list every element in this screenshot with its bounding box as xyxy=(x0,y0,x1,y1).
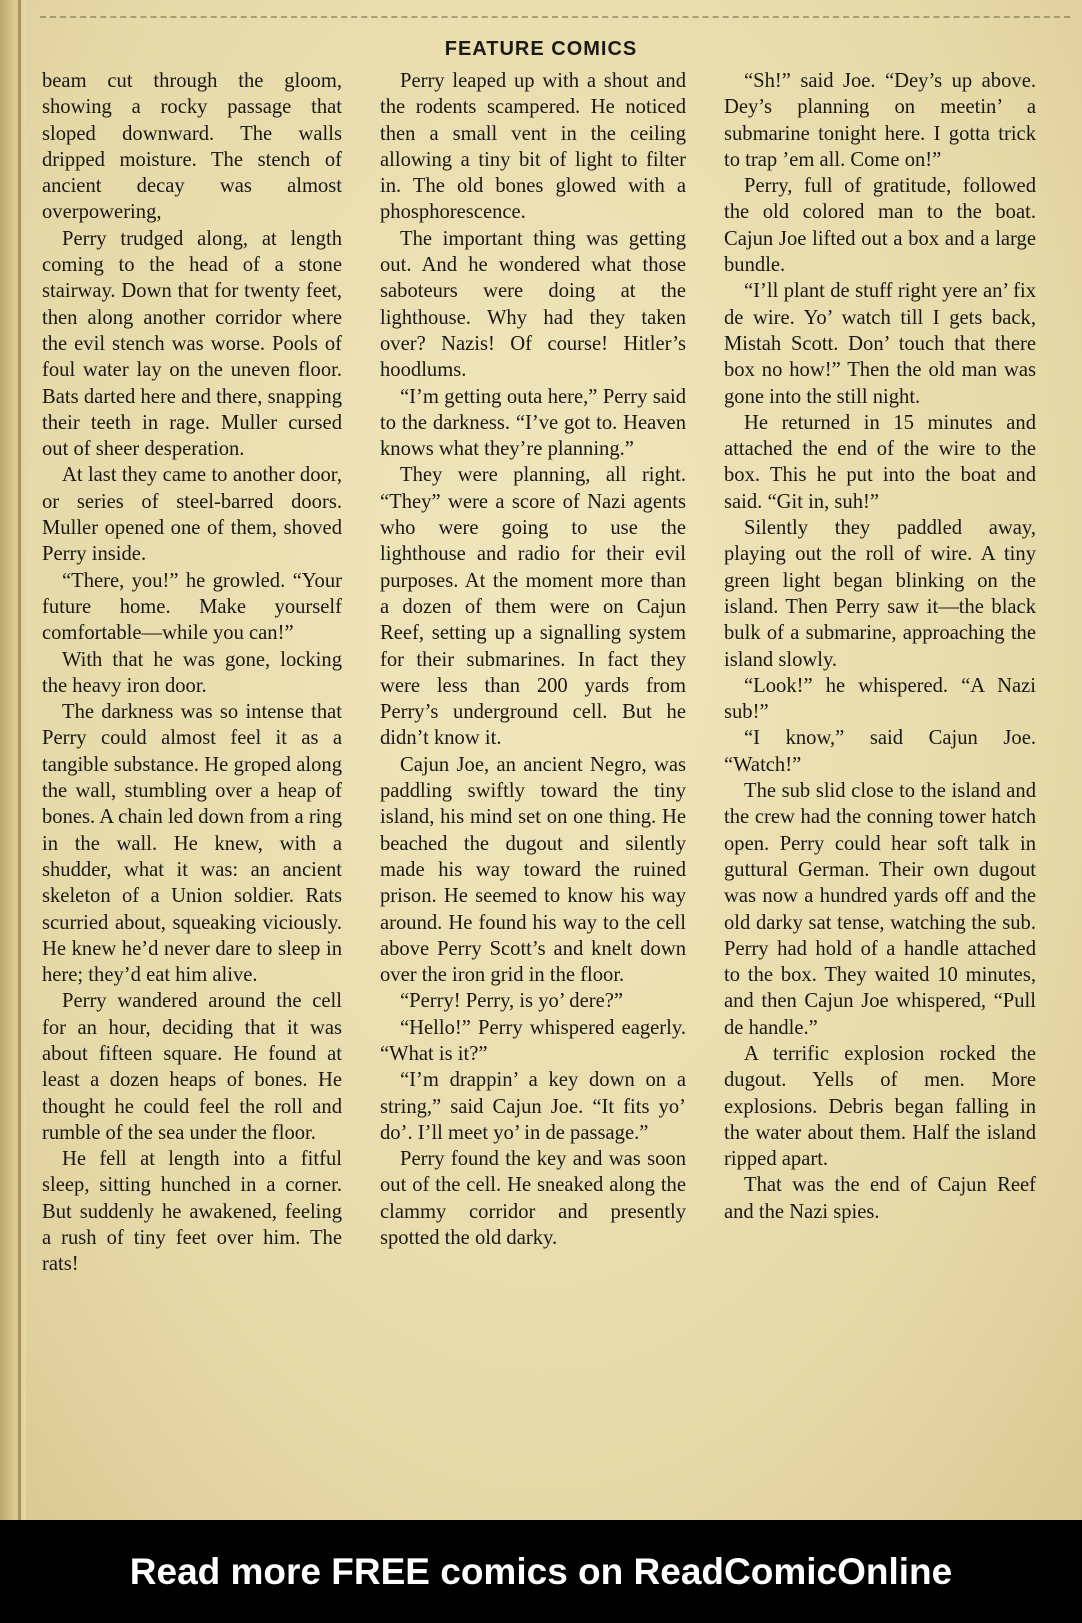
paragraph: “Perry! Perry, is yo’ dere?” xyxy=(400,990,623,1013)
paragraph: Perry trudged along, at length coming to the head of a stone stairway. Down that for twenty feet, then along another corridor where the evil stench was worse. Pools of foul water lay on the uneven floor. Bats darted here and there, snapping their teeth in rage. Muller cursed out of sheer desperation. xyxy=(42,227,342,461)
paragraph: beam cut through the gloom, showing a rocky passage that sloped downward. The walls dripped moisture. The stench of ancient decay was almost overpowering, xyxy=(42,70,342,224)
paragraph: Silently they paddled away, playing out the roll of wire. A tiny green light began blinking on the island. Then Perry saw it—the black bulk of a submarine, approaching the island slowly. xyxy=(724,517,1036,671)
text-column-3 xyxy=(724,68,1036,1225)
paragraph: He returned in 15 minutes and attached the end of the wire to the box. This he put into the boat and said. “Git in, suh!” xyxy=(724,411,1036,513)
paragraph: Perry leaped up with a shout and the rodents scampered. He noticed then a small vent in the ceiling allowing a tiny bit of light to filter in. The old bones glowed with a phosphorescence. xyxy=(380,70,686,224)
paragraph: With that he was gone, locking the heavy iron door. xyxy=(42,648,342,697)
paragraph: Cajun Joe, an ancient Negro, was paddling swiftly toward the tiny island, his mind set on one thing. He beached the dugout and silently made his way toward the ruined prison. He seemed to know his way around. He found his way to the cell above Perry Scott’s and knelt down over the iron grid in the floor. xyxy=(380,753,686,987)
paragraph: That was the end of Cajun Reef and the Nazi spies. xyxy=(724,1174,1036,1223)
paragraph: At last they came to another door, or series of steel-barred doors. Muller opened one of them, shoved Perry inside. xyxy=(42,464,342,566)
paragraph: “I know,” said Cajun Joe. “Watch!” xyxy=(724,727,1036,776)
paragraph: The important thing was getting out. And he wondered what those saboteurs were doing at the lighthouse. Why had they taken over? Nazis! Of course! Hitler’s hoodlums. xyxy=(380,227,686,382)
paragraph: Perry found the key and was soon out of the cell. He sneaked along the clammy corridor and presently spotted the old darky. xyxy=(380,1148,686,1250)
text-column-2 xyxy=(380,68,686,1251)
text-column-1 xyxy=(42,68,342,1278)
page-header-title: FEATURE COMICS xyxy=(444,38,638,60)
paragraph: “There, you!” he growled. “Your future home. Make yourself comfortable—while you can!” xyxy=(42,569,342,645)
top-border-rule xyxy=(40,16,1070,18)
paragraph: “Look!” he whispered. “A Nazi sub!” xyxy=(724,674,1036,724)
paragraph: “I’m getting outa here,” Perry said to the darkness. “I’ve got to. Heaven knows what they’re planning.” xyxy=(380,385,686,461)
paragraph: The sub slid close to the island and the crew had the conning tower hatch open. Perry could hear soft talk in guttural German. Their own dugout was now a hundred yards off and the old darky sat tense, watching the sub. Perry had hold of a handle attached to the box. They waited 10 minutes, and then Cajun Joe whispered, “Pull de handle.” xyxy=(724,780,1036,1039)
paragraph: The darkness was so intense that Perry could almost feel it as a tangible substance. He groped along the wall, stumbling over a heap of bones. A chain led down from a ring in the wall. He knew, with a shudder, what it was: an ancient skeleton of a Union soldier. Rats scurried about, squeaking viciously. He knew he’d never dare to sleep in here; they’d eat him alive. xyxy=(42,701,342,987)
paragraph: Perry, full of gratitude, followed the old colored man to the boat. Cajun Joe lifted out a box and a large bundle. xyxy=(724,175,1036,277)
paragraph: They were planning, all right. “They” were a score of Nazi agents who were going to use the lighthouse and radio for their evil purposes. At the moment more than a dozen of them were on Cajun Reef, setting up a signalling system for their submarines. In fact they were less than 200 yards from Perry’s underground cell. But he didn’t know it. xyxy=(380,464,686,750)
paragraph: “Hello!” Perry whispered eagerly. “What is it?” xyxy=(380,1016,686,1065)
paragraph: He fell at length into a fitful sleep, sitting hunched in a corner. But suddenly he awakened, feeling a rush of tiny feet over him. The rats! xyxy=(42,1148,342,1276)
paragraph: “Sh!” said Joe. “Dey’s up above. Dey’s planning on meetin’ a submarine tonight here. I gotta trick to trap ’em all. Come on!” xyxy=(724,70,1036,171)
paragraph: Perry wandered around the cell for an hour, deciding that it was about fifteen square. He found at least a dozen heaps of bones. He thought he could feel the roll and rumble of the sea under the floor. xyxy=(42,990,342,1144)
paragraph: “I’ll plant de stuff right yere an’ fix de wire. Yo’ watch till I gets back, Mistah Scott. Don’ touch that there box no how!” Then the old man was gone into the still night. xyxy=(724,280,1036,408)
paragraph: “I’m drappin’ a key down on a string,” said Cajun Joe. “It fits yo’ do’. I’ll meet yo’ in de passage.” xyxy=(380,1069,686,1144)
paragraph: A terrific explosion rocked the dugout. Yells of men. More explosions. Debris began falling in the water about them. Half the island ripped apart. xyxy=(724,1042,1036,1171)
promo-banner: Read more FREE comics on ReadComicOnline xyxy=(0,1520,1082,1623)
gutter-binding-line xyxy=(18,0,21,1520)
page-gutter xyxy=(0,0,26,1520)
